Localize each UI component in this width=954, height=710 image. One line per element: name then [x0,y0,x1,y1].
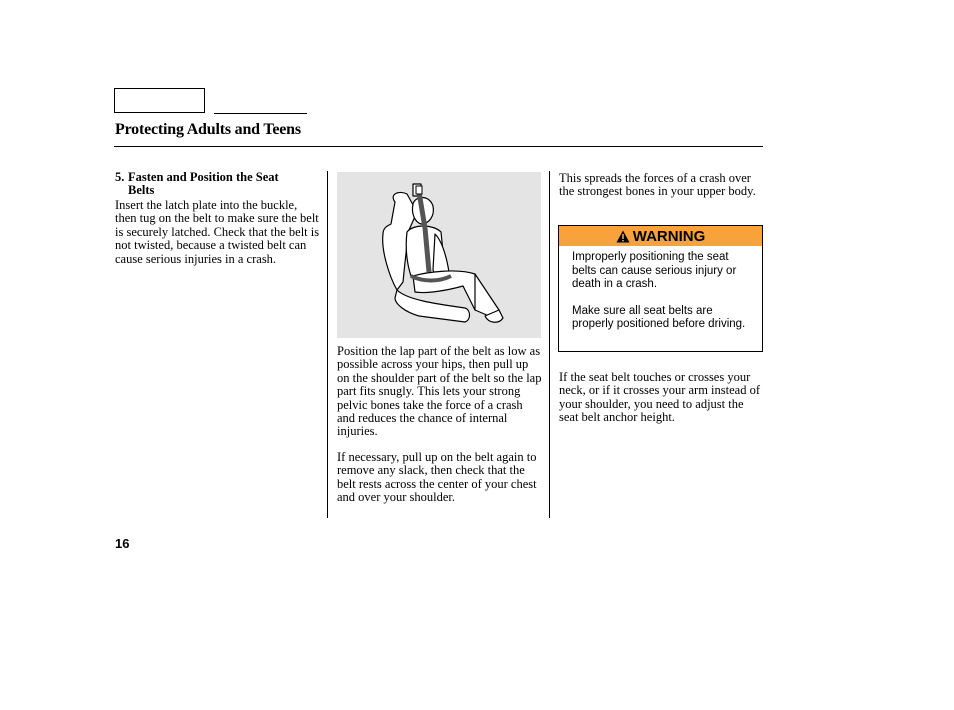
step-title-line2: Belts [128,183,155,197]
step-number: 5. [115,170,125,184]
section-tab-line [214,113,307,114]
warning-header [559,226,762,246]
column-divider-2 [549,171,550,518]
warning-box [558,225,763,352]
warning-body [559,246,762,332]
header-rule [114,146,763,147]
col3-paragraph-2: If the seat belt touches or crosses your neck, or if it crosses your arm instead of your shoulder, you need to adjust the seat belt anchor height. [559,370,760,425]
page-title: Protecting Adults and Teens [115,121,301,138]
warning-label: WARNING [632,227,706,245]
seatbelt-figure [337,172,541,338]
step-title-line1: Fasten and Position the Seat [128,170,279,184]
warning-text-2: Make sure all seat belts are properly positioned before driving. [572,304,746,330]
col2-paragraph-1: Position the lap part of the belt as low as possible across your hips, then pull up on the shoulder part of the belt so the lap part fits snugly. This lets your strong pelvic bones take the force of a crash and reduces the chance of internal injuries. [337,344,542,439]
page-number: 16 [115,536,130,551]
col3-paragraph-1: This spreads the forces of a crash over the strongest bones in your upper body. [559,171,756,199]
warning-text-1: Improperly positioning the seat belts can cause serious injury or death in a crash. [572,251,737,290]
column-divider-1 [327,171,328,518]
seated-person-seatbelt-illustration [337,172,541,338]
section-tab-box [114,88,205,113]
step-heading [115,171,320,197]
col1-paragraph: Insert the latch plate into the buckle, then tug on the belt to make sure the belt is securely latched. Check that the belt is not twisted, because a twisted belt can cause serious injuries in a crash. [115,198,320,266]
warning-triangle-icon [616,230,630,243]
col2-paragraph-2: If necessary, pull up on the belt again to remove any slack, then check that the belt rests across the center of your chest and over your shoulder. [337,450,537,505]
